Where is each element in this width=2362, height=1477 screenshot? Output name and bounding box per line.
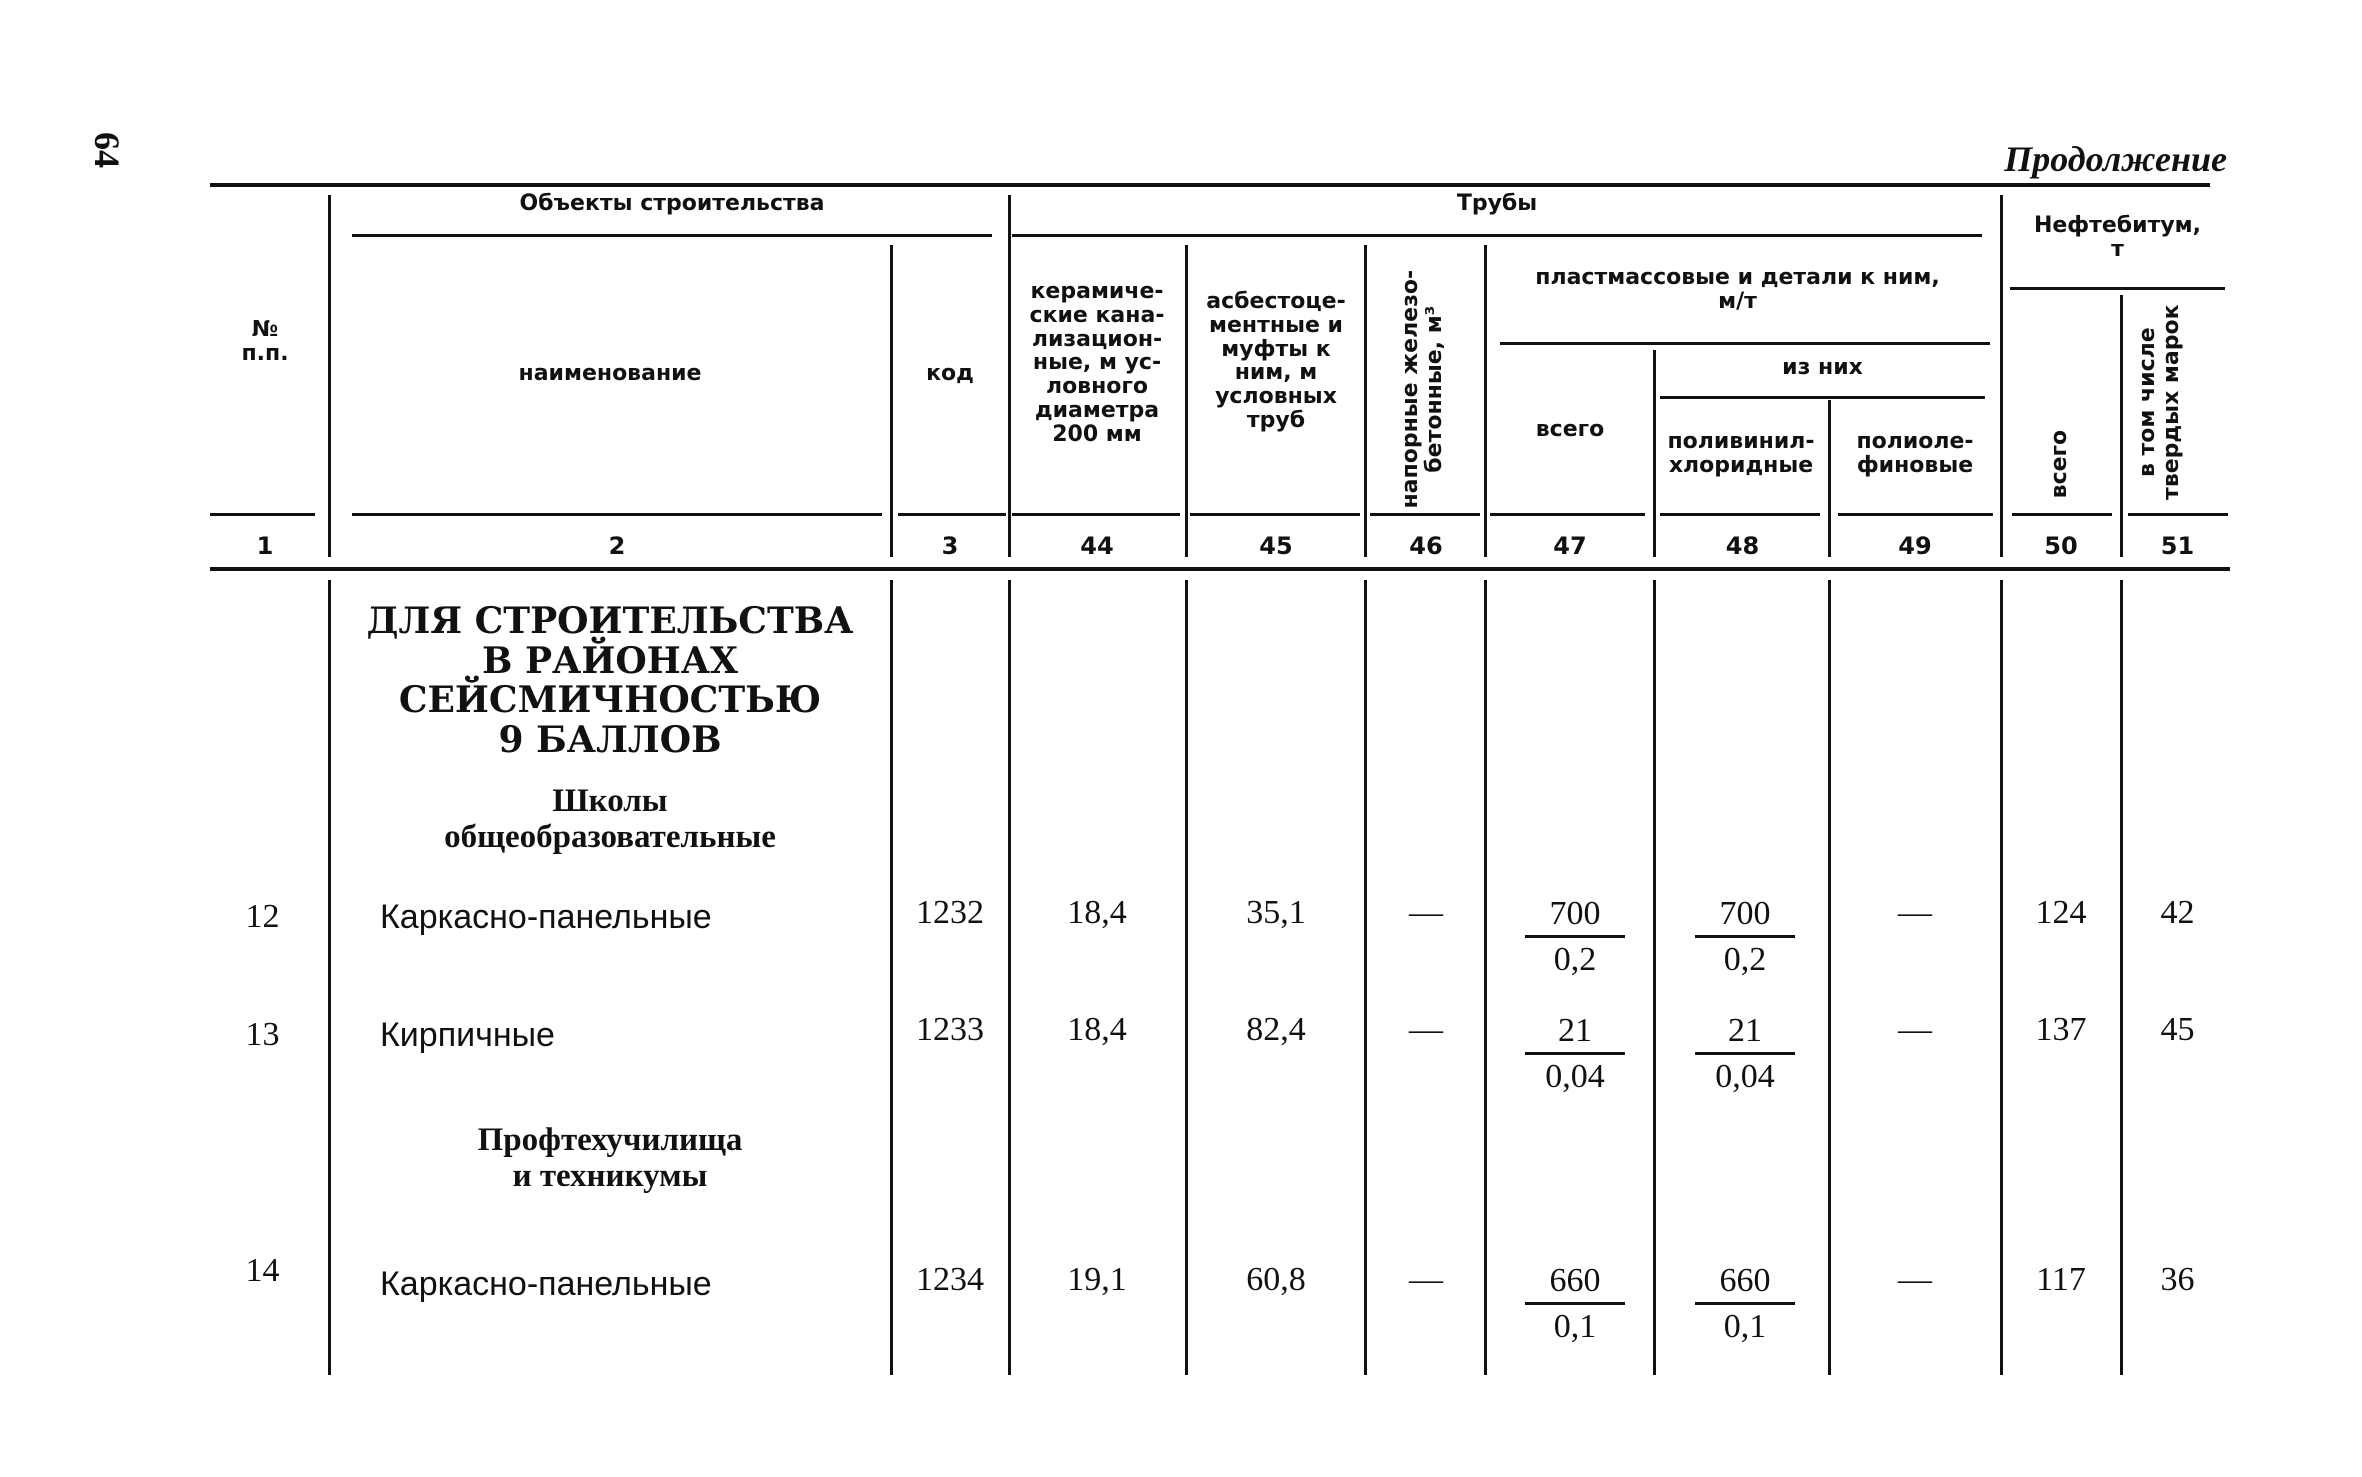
column-number: 45	[1259, 532, 1293, 560]
row-code: 1233	[916, 1011, 984, 1048]
column-number: 50	[2044, 532, 2078, 560]
pvc-meters: 21	[1728, 1012, 1762, 1049]
group-title-schools: Школы общеобразовательные	[444, 783, 776, 856]
row-code: 1234	[916, 1261, 984, 1298]
header-ceramic: керамиче- ские кана- лизацион- ные, м ус- ловного диаметра 200 мм	[1029, 279, 1165, 447]
header-asbestos: асбестоце- ментные и муфты к ним, м условных труб	[1206, 289, 1346, 433]
row-bitumen: 124	[2035, 894, 2087, 931]
row-pressure: —	[1409, 1011, 1443, 1048]
header-plastic-total: всего	[1535, 417, 1605, 442]
header-bitumen-total: всего	[2046, 429, 2072, 499]
plastic-tons: 0,04	[1545, 1058, 1605, 1096]
row-bitumen: 137	[2035, 1011, 2087, 1048]
header-of-them: из них	[1782, 355, 1863, 380]
plastic-tons: 0,2	[1553, 941, 1597, 979]
row-name: Каркасно-панельные	[380, 898, 712, 936]
plastic-tons: 0,1	[1553, 1308, 1597, 1346]
plastic-meters: 700	[1549, 895, 1601, 932]
row-bitumen-hard: 45	[2160, 1011, 2195, 1048]
row-name: Каркасно-панельные	[380, 1265, 712, 1303]
header-polyolefin: полиоле- финовые	[1856, 429, 1974, 478]
row-polyolefin: —	[1898, 1261, 1932, 1298]
header-bitumen: Нефтебитум, т	[2033, 213, 2202, 262]
row-code: 1232	[916, 894, 984, 931]
row-pressure: —	[1409, 1261, 1443, 1298]
row-ceramic: 18,4	[1067, 1011, 1127, 1048]
row-pvc	[1690, 1011, 1800, 1096]
header-plastic: пластмассовые и детали к ним, м/т	[1535, 265, 1940, 314]
header-pipes: Трубы	[1456, 191, 1538, 216]
row-pvc	[1690, 1261, 1800, 1346]
plastic-meters: 660	[1549, 1262, 1601, 1299]
pvc-tons: 0,2	[1723, 941, 1767, 979]
row-plastic	[1520, 894, 1630, 979]
row-ceramic: 19,1	[1067, 1261, 1127, 1298]
column-number: 48	[1725, 532, 1760, 560]
header-pressure: напорные железо- бетонные, м³	[1397, 269, 1447, 509]
header-objects: Объекты строительства	[519, 191, 825, 216]
pvc-tons: 0,1	[1723, 1308, 1767, 1346]
row-ceramic: 18,4	[1067, 894, 1127, 931]
row-number: 12	[245, 898, 280, 935]
column-number: 49	[1898, 532, 1932, 560]
row-bitumen: 117	[2036, 1261, 2086, 1298]
group-title-colleges: Профтехучилища и техникумы	[477, 1122, 743, 1195]
pvc-tons: 0,04	[1715, 1058, 1775, 1096]
row-asbestos: 35,1	[1246, 894, 1306, 931]
column-number: 46	[1409, 532, 1443, 560]
row-pressure: —	[1409, 894, 1443, 931]
row-number: 13	[245, 1016, 280, 1053]
column-number: 51	[2160, 532, 2195, 560]
header-code: код	[926, 361, 974, 386]
pvc-meters: 660	[1719, 1262, 1771, 1299]
header-number: № п.п.	[241, 317, 289, 366]
row-bitumen-hard: 36	[2160, 1261, 2195, 1298]
row-pvc	[1690, 894, 1800, 979]
column-number: 47	[1553, 532, 1587, 560]
plastic-meters: 21	[1558, 1012, 1592, 1049]
column-number: 44	[1080, 532, 1114, 560]
row-asbestos: 60,8	[1246, 1261, 1306, 1298]
header-bitumen-hard: в том числе твердых марок	[2134, 304, 2184, 500]
header-name: наименование	[518, 361, 702, 386]
column-number: 1	[256, 532, 274, 560]
row-asbestos: 82,4	[1246, 1011, 1306, 1048]
header-pvc: поливинил- хлоридные	[1667, 429, 1815, 478]
row-bitumen-hard: 42	[2160, 894, 2195, 931]
continuation-label: Продолжение	[2004, 139, 2227, 179]
row-plastic	[1520, 1011, 1630, 1096]
section-title: ДЛЯ СТРОИТЕЛЬСТВА В РАЙОНАХ СЕЙСМИЧНОСТЬЮ 9 БАЛЛОВ	[366, 600, 854, 761]
row-polyolefin: —	[1898, 1011, 1932, 1048]
row-polyolefin: —	[1898, 894, 1932, 931]
row-plastic	[1520, 1261, 1630, 1346]
row-number: 14	[245, 1252, 280, 1289]
pvc-meters: 700	[1719, 895, 1771, 932]
page-number: 64	[87, 132, 127, 168]
column-number: 2	[608, 532, 626, 560]
column-number: 3	[941, 532, 959, 560]
row-name: Кирпичные	[380, 1016, 555, 1054]
